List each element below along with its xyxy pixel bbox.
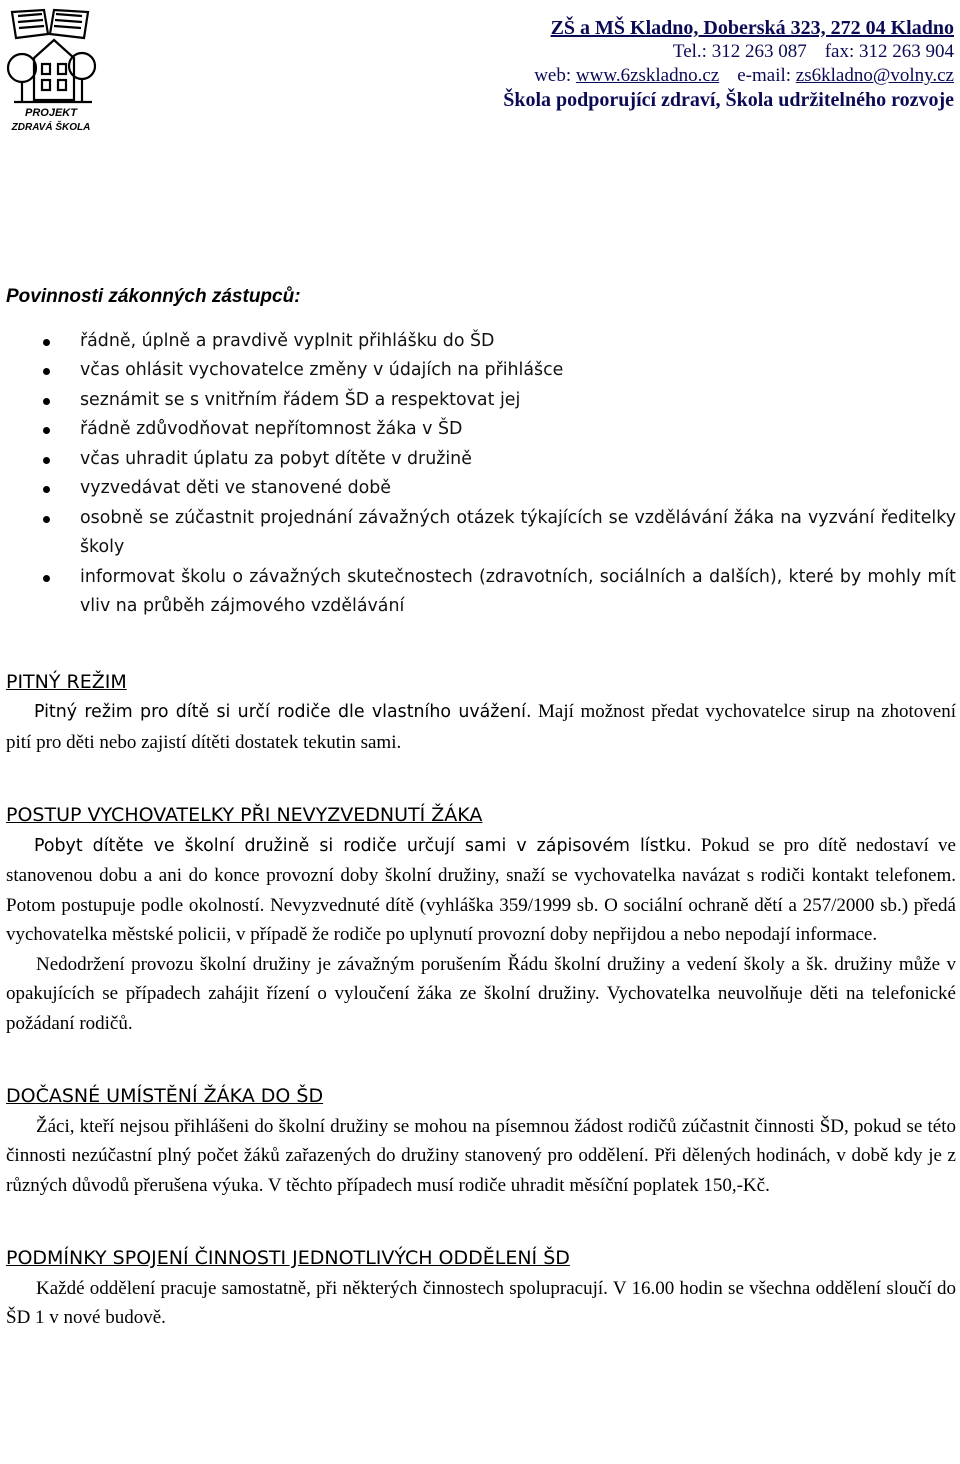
paragraph: Pobyt dítěte ve školní družině si rodiče určují sami v zápisovém lístku. Pokud se pro dítě nedostaví ve stanovenou dobu a ani do konce provozní doby školní družiny, snaží se vychovatelka navázat s rodiči kontakt telefonem. Potom postupuje podle okolností. Nevyzvednuté dítě (vyhláška 359/1999 sb. O sociální ochraně dětí a 257/2000 sb.) předá vychovatelka městské policii, v případě že rodiče po uplynutí provozní doby nepřijdou a nebo nepodají informace. — [6, 834, 956, 945]
paragraph: Nedodržení provozu školní družiny je závažným porušením Řádu školní družiny a vedení školy a šk. družiny může v opakujících se případech zahájit řízení o vyloučení žáka ze školní družiny. Vychovatelka neuvolňuje děti na telefonické požádaní rodičů. — [6, 953, 956, 1034]
duties-list — [6, 327, 956, 622]
section-heading: PODMÍNKY SPOJENÍ ČINNOSTI JEDNOTLIVÝCH ODDĚLENÍ ŠD — [6, 1247, 570, 1269]
list-item: včas uhradit úplatu za pobyt dítěte v družině — [6, 445, 956, 475]
section-podminky — [6, 1244, 956, 1333]
fax-number: fax: 312 263 904 — [824, 41, 954, 62]
section-heading: PITNÝ REŽIM — [6, 670, 127, 693]
web-label: web: — [534, 65, 572, 86]
school-name: ZŠ a MŠ Kladno, Doberská 323, 272 04 Kladno — [550, 17, 954, 39]
paragraph: Každé oddělení pracuje samostatně, při některých činnostech spolupracují. V 16.00 hodin se všechna oddělení sloučí do ŠD 1 v nové budově. — [6, 1277, 956, 1328]
website-link[interactable]: www.6zskladno.cz — [575, 65, 720, 86]
paragraph: Žáci, kteří nejsou přihlášeni do školní družiny se mohou na písemnou žádost rodičů zúčastnit činnosti ŠD, pokud se této činnosti nezúčastní plný počet žáků zařazených do družiny stanovený pro oddělení. Při dělených hodinách, v době kdy je z různých důvodů přerušena výuka. V těchto případech musí rodiče uhradit měsíční poplatek 150,-Kč. — [6, 1115, 956, 1196]
list-item: vyzvedávat děti ve stanovené době — [6, 474, 956, 504]
logo-text-line1: PROJEKT — [25, 107, 77, 119]
list-item: seznámit se s vnitřním řádem ŠD a respektovat jej — [6, 386, 956, 416]
phone-number: Tel.: 312 263 087 — [672, 41, 807, 62]
section-postup — [6, 801, 956, 1038]
school-tagline: Škola podporující zdraví, Škola udržitelného rozvoje — [503, 89, 954, 111]
document-body — [6, 282, 956, 1333]
phone-fax-line — [503, 40, 954, 64]
email-link[interactable]: zs6kladno@volny.cz — [795, 65, 954, 86]
list-item: informovat školu o závažných skutečnostech (zdravotních, sociálních a dalších), které by mohly mít vliv na průběh zájmového vzdělávání — [6, 563, 956, 622]
section-heading: DOČASNÉ UMÍSTĚNÍ ŽÁKA DO ŠD — [6, 1085, 324, 1107]
paragraph: Pitný režim pro dítě si určí rodiče dle vlastního uvážení. Mají možnost předat vychovatelce sirup na zhotovení pití pro děti nebo zajistí dítěti dostatek tekutin sami. — [6, 701, 956, 753]
section-heading: POSTUP VYCHOVATELKY PŘI NEVYZVEDNUTÍ ŽÁKA — [6, 804, 483, 826]
zdrava-skola-logo-graphic — [4, 4, 98, 136]
web-email-line — [503, 64, 954, 88]
letterhead — [503, 16, 954, 112]
section-docasne — [6, 1082, 956, 1200]
list-item: osobně se zúčastnit projednání závažných otázek týkajících se vzdělávání žáka na vyzvání ředitelky školy — [6, 504, 956, 563]
list-item: řádně zdůvodňovat nepřítomnost žáka v ŠD — [6, 415, 956, 445]
duties-heading: Povinnosti zákonných zástupců: — [6, 286, 301, 307]
email-label: e-mail: — [737, 65, 792, 86]
logo-text-line2: ZDRAVÁ ŠKOLA — [11, 122, 91, 133]
list-item: včas ohlásit vychovatelce změny v údajích na přihlášce — [6, 356, 956, 386]
list-item: řádně, úplně a pravdivě vyplnit přihlášku do ŠD — [6, 327, 956, 357]
section-pitny-rezim — [6, 668, 956, 758]
school-logo — [4, 4, 98, 136]
